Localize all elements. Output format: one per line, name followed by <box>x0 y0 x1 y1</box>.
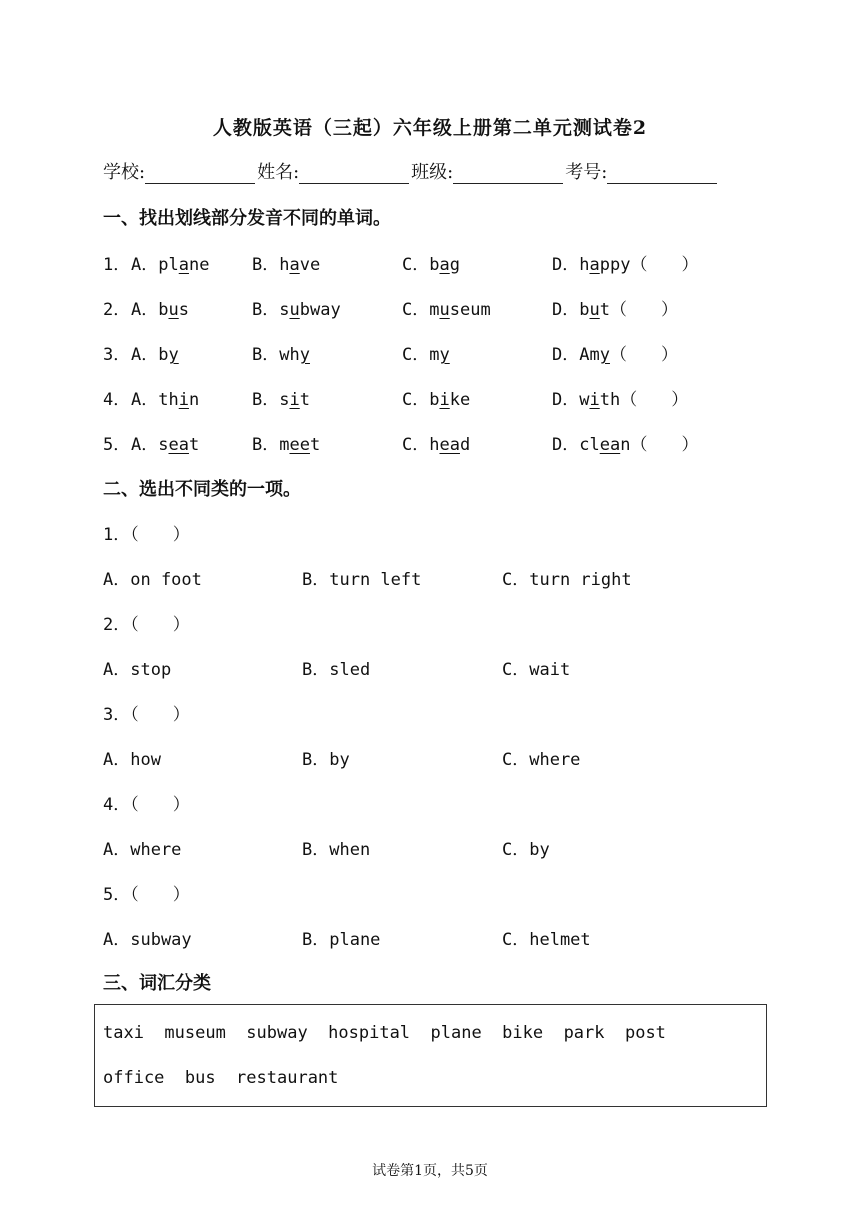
section3-heading: 三、词汇分类 <box>103 973 211 994</box>
option-B: B．plane <box>302 930 381 950</box>
section2-question-number-5[interactable]: 5．（ ） <box>103 885 190 905</box>
section2-options-5 <box>103 925 803 951</box>
word-bank-line-2: office bus restaurant <box>103 1068 339 1088</box>
word-bank-box <box>94 1004 767 1107</box>
option-C: C．helmet <box>502 930 591 950</box>
option-D: D．with（ ） <box>552 390 689 410</box>
option-C: C．museum <box>402 300 491 320</box>
underlined-letters: y <box>299 345 310 365</box>
answer-parentheses[interactable]: （ ） <box>609 300 678 320</box>
option-B: B．when <box>302 840 371 860</box>
option-A: A．on foot <box>103 570 202 590</box>
option-B: B．meet <box>252 435 321 455</box>
option-B: B．why <box>252 345 310 365</box>
section2-question-number-4[interactable]: 4．（ ） <box>103 795 190 815</box>
option-A: A．bus <box>131 300 189 320</box>
underlined-letters: ea <box>599 435 621 455</box>
section2-options-3 <box>103 745 803 771</box>
question-number: 4． <box>103 390 131 410</box>
option-A: A．thin <box>131 390 200 410</box>
student-info-line <box>103 158 763 184</box>
underlined-letters: i <box>589 390 600 410</box>
option-C: C．turn right <box>502 570 632 590</box>
underlined-letters: u <box>168 300 179 320</box>
answer-parentheses[interactable]: （ ） <box>630 255 699 275</box>
word-bank-line-1: taxi museum subway hospital plane bike park post <box>103 1023 666 1043</box>
section1-question-4 <box>103 385 803 411</box>
option-B: B．sled <box>302 660 371 680</box>
school-blank[interactable] <box>145 163 255 184</box>
underlined-letters: ea <box>168 435 189 455</box>
underlined-letters: y <box>599 345 610 365</box>
option-A: A．plane <box>131 255 210 275</box>
section1-question-5 <box>103 430 803 456</box>
class-label: 班级: <box>411 162 454 183</box>
class-blank[interactable] <box>453 163 563 184</box>
underlined-letters: a <box>289 255 300 275</box>
section2-options-4 <box>103 835 803 861</box>
underlined-letters: i <box>178 390 189 410</box>
name-blank[interactable] <box>299 163 409 184</box>
section1-question-2 <box>103 295 803 321</box>
exam-no-label: 考号: <box>565 162 608 183</box>
option-C: C．head <box>402 435 471 455</box>
underlined-letters: u <box>589 300 600 320</box>
option-A: A．where <box>103 840 182 860</box>
page-title: 人教版英语（三起）六年级上册第二单元测试卷2 <box>212 117 648 139</box>
underlined-letters: i <box>289 390 300 410</box>
section2-options-2 <box>103 655 803 681</box>
option-B: B．subway <box>252 300 341 320</box>
underlined-letters: a <box>178 255 189 275</box>
question-number: 1． <box>103 255 131 275</box>
option-C: C．my <box>402 345 450 365</box>
option-B: B．turn left <box>302 570 422 590</box>
option-D: D．Amy（ ） <box>552 345 678 365</box>
underlined-letters: ee <box>289 435 310 455</box>
option-D: D．happy（ ） <box>552 255 699 275</box>
question-number: 5． <box>103 435 131 455</box>
section2-question-number-3[interactable]: 3．（ ） <box>103 705 190 725</box>
section2-question-number-2[interactable]: 2．（ ） <box>103 615 190 635</box>
option-C: C．bag <box>402 255 460 275</box>
answer-parentheses[interactable]: （ ） <box>630 435 699 455</box>
section1-heading: 一、找出划线部分发音不同的单词。 <box>103 208 391 229</box>
page-footer: 试卷第1页，共5页 <box>372 1163 488 1179</box>
name-label: 姓名: <box>257 162 300 183</box>
answer-parentheses[interactable]: （ ） <box>609 345 678 365</box>
underlined-letters: y <box>168 345 179 365</box>
underlined-letters: u <box>289 300 300 320</box>
option-D: D．clean（ ） <box>552 435 699 455</box>
section1-question-1 <box>103 250 803 276</box>
underlined-letters: i <box>439 390 450 410</box>
option-B: B．by <box>302 750 350 770</box>
option-C: C．wait <box>502 660 571 680</box>
section2-heading: 二、选出不同类的一项。 <box>103 479 301 500</box>
exam-no-blank[interactable] <box>607 163 717 184</box>
option-A: A．seat <box>131 435 200 455</box>
option-B: B．sit <box>252 390 310 410</box>
option-A: A．stop <box>103 660 172 680</box>
question-number: 2． <box>103 300 131 320</box>
underlined-letters: u <box>439 300 450 320</box>
option-A: A．by <box>131 345 179 365</box>
section2-question-number-1[interactable]: 1．（ ） <box>103 525 190 545</box>
section1-question-3 <box>103 340 803 366</box>
option-B: B．have <box>252 255 321 275</box>
option-C: C．by <box>502 840 550 860</box>
option-A: A．how <box>103 750 161 770</box>
option-C: C．where <box>502 750 581 770</box>
option-A: A．subway <box>103 930 192 950</box>
answer-parentheses[interactable]: （ ） <box>620 390 689 410</box>
question-number: 3． <box>103 345 131 365</box>
underlined-letters: a <box>589 255 600 275</box>
underlined-letters: ea <box>439 435 460 455</box>
underlined-letters: y <box>439 345 450 365</box>
option-D: D．but（ ） <box>552 300 678 320</box>
school-label: 学校: <box>103 162 146 183</box>
section2-options-1 <box>103 565 803 591</box>
underlined-letters: a <box>439 255 450 275</box>
option-C: C．bike <box>402 390 471 410</box>
